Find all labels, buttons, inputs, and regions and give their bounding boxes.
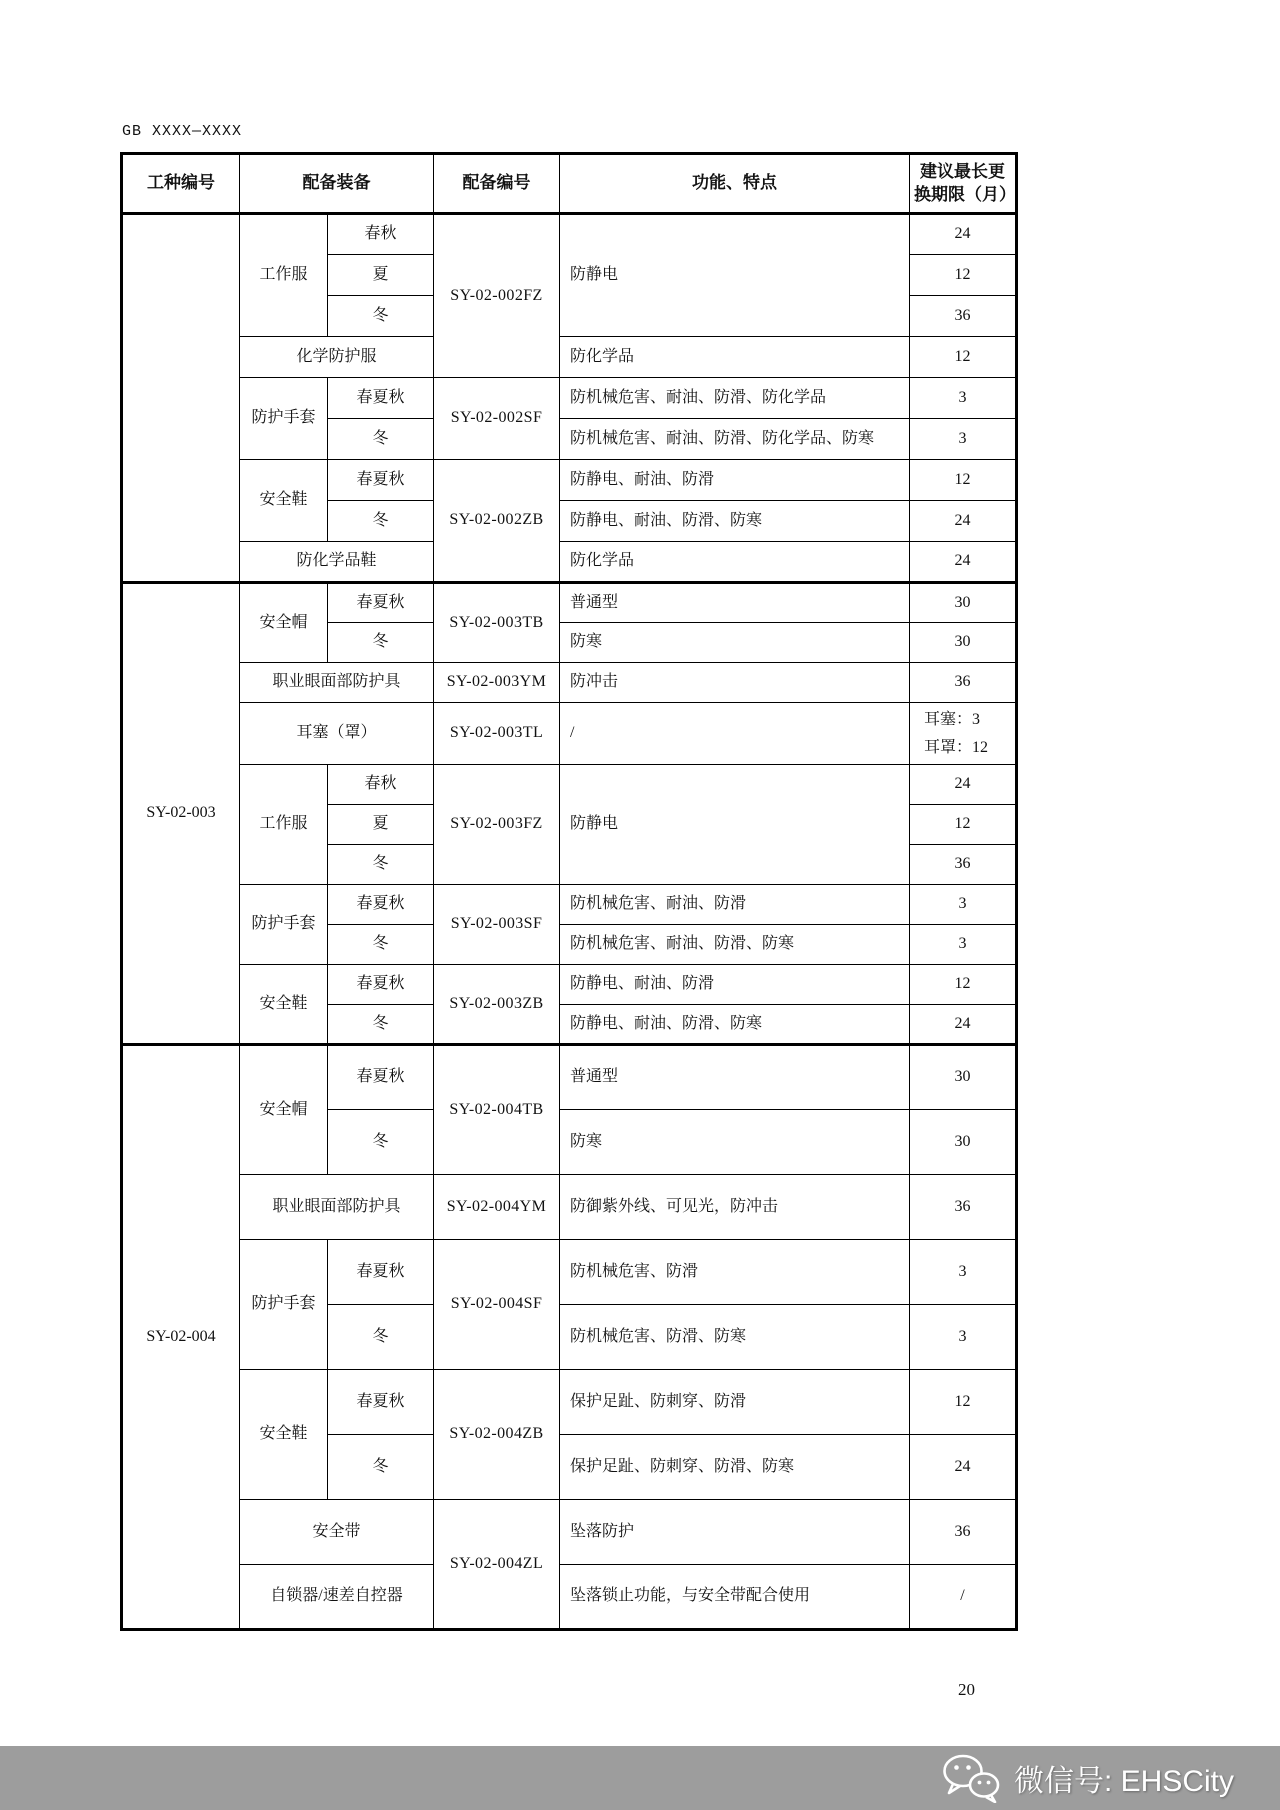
table-row xyxy=(122,703,1017,765)
table-row xyxy=(122,1240,1017,1305)
table-row xyxy=(122,154,1017,214)
equip-code-cell: SY-02-003ZB xyxy=(434,965,560,1045)
table-row xyxy=(122,542,1017,583)
function-cell: 防静电、耐油、防滑 xyxy=(560,460,910,501)
equipment-cell: 安全鞋 xyxy=(240,1370,328,1500)
period-cell: 36 xyxy=(910,663,1017,703)
function-cell: 防静电、耐油、防滑、防寒 xyxy=(560,501,910,542)
period-cell: 12 xyxy=(910,337,1017,378)
period-cell: 24 xyxy=(910,501,1017,542)
function-cell: 保护足趾、防刺穿、防滑、防寒 xyxy=(560,1435,910,1500)
equipment-cell: 防化学品鞋 xyxy=(240,542,434,583)
equipment-cell: 工作服 xyxy=(240,214,328,337)
season-cell: 冬 xyxy=(328,1110,434,1175)
equipment-cell: 职业眼面部防护具 xyxy=(240,1175,434,1240)
function-cell: 防御紫外线、可见光，防冲击 xyxy=(560,1175,910,1240)
period-cell: 36 xyxy=(910,1500,1017,1565)
function-cell: / xyxy=(560,703,910,765)
period-cell: 24 xyxy=(910,214,1017,255)
equipment-cell: 安全帽 xyxy=(240,1045,328,1175)
watermark-text: 微信号: EHSCity xyxy=(1013,1765,1234,1798)
period-cell: 24 xyxy=(910,1005,1017,1045)
function-cell: 防寒 xyxy=(560,1110,910,1175)
table-row xyxy=(122,663,1017,703)
equipment-cell: 安全帽 xyxy=(240,583,328,663)
table-row xyxy=(122,1175,1017,1240)
function-cell: 防静电 xyxy=(560,214,910,337)
season-cell: 冬 xyxy=(328,1005,434,1045)
equipment-cell: 安全鞋 xyxy=(240,460,328,542)
function-cell: 防机械危害、耐油、防滑、防寒 xyxy=(560,925,910,965)
table-row xyxy=(122,885,1017,925)
equipment-cell: 安全带 xyxy=(240,1500,434,1565)
equipment-cell: 防护手套 xyxy=(240,885,328,965)
season-cell: 春夏秋 xyxy=(328,1240,434,1305)
season-cell: 冬 xyxy=(328,845,434,885)
period-cell: 3 xyxy=(910,925,1017,965)
period-cell: 30 xyxy=(910,1110,1017,1175)
table-row xyxy=(122,1500,1017,1565)
period-cell: 36 xyxy=(910,296,1017,337)
function-cell: 防静电、耐油、防滑 xyxy=(560,965,910,1005)
equip-code-cell: SY-02-004ZL xyxy=(434,1500,560,1630)
table-row xyxy=(122,378,1017,419)
function-cell: 防静电 xyxy=(560,765,910,885)
season-cell: 春夏秋 xyxy=(328,885,434,925)
function-cell: 防化学品 xyxy=(560,337,910,378)
equip-code-cell: SY-02-002FZ xyxy=(434,214,560,378)
season-cell: 春夏秋 xyxy=(328,965,434,1005)
season-cell: 冬 xyxy=(328,925,434,965)
equip-code-cell: SY-02-004YM xyxy=(434,1175,560,1240)
season-cell: 冬 xyxy=(328,296,434,337)
period-cell: 24 xyxy=(910,765,1017,805)
function-cell: 防机械危害、耐油、防滑、防化学品、防寒 xyxy=(560,419,910,460)
period-cell: 30 xyxy=(910,623,1017,663)
season-cell: 春秋 xyxy=(328,765,434,805)
wechat-icon xyxy=(942,1753,1000,1803)
period-cell: 3 xyxy=(910,378,1017,419)
function-cell: 防机械危害、耐油、防滑 xyxy=(560,885,910,925)
table-row xyxy=(122,1045,1017,1110)
equipment-cell: 耳塞（罩） xyxy=(240,703,434,765)
table-row xyxy=(122,965,1017,1005)
equipment-cell: 防护手套 xyxy=(240,1240,328,1370)
function-cell: 保护足趾、防刺穿、防滑 xyxy=(560,1370,910,1435)
work-code-cell: SY-02-003 xyxy=(122,583,240,1045)
period-cell: 12 xyxy=(910,805,1017,845)
equip-code-cell: SY-02-003SF xyxy=(434,885,560,965)
equipment-cell: 防护手套 xyxy=(240,378,328,460)
period-cell: 12 xyxy=(910,1370,1017,1435)
period-cell: 24 xyxy=(910,1435,1017,1500)
season-cell: 冬 xyxy=(328,1305,434,1370)
equip-code-cell: SY-02-002ZB xyxy=(434,460,560,583)
function-cell: 防机械危害、防滑、防寒 xyxy=(560,1305,910,1370)
equip-code-cell: SY-02-003FZ xyxy=(434,765,560,885)
work-code-cell: SY-02-004 xyxy=(122,1045,240,1630)
function-cell: 防寒 xyxy=(560,623,910,663)
equip-code-cell: SY-02-002SF xyxy=(434,378,560,460)
season-cell: 夏 xyxy=(328,255,434,296)
period-cell: 30 xyxy=(910,1045,1017,1110)
table-row xyxy=(122,1565,1017,1630)
period-cell: 12 xyxy=(910,460,1017,501)
season-cell: 春秋 xyxy=(328,214,434,255)
header-cell: 建议最长更 换期限（月） xyxy=(910,154,1017,214)
function-cell: 防冲击 xyxy=(560,663,910,703)
table-row xyxy=(122,583,1017,623)
period-cell: 36 xyxy=(910,1175,1017,1240)
period-cell: 36 xyxy=(910,845,1017,885)
equipment-cell: 工作服 xyxy=(240,765,328,885)
watermark-band xyxy=(0,1746,1280,1810)
season-cell: 冬 xyxy=(328,1435,434,1500)
season-cell: 冬 xyxy=(328,623,434,663)
header-cell: 配备装备 xyxy=(240,154,434,214)
function-cell: 防机械危害、防滑 xyxy=(560,1240,910,1305)
equip-code-cell: SY-02-004ZB xyxy=(434,1370,560,1500)
period-cell: 12 xyxy=(910,965,1017,1005)
equip-code-cell: SY-02-004SF xyxy=(434,1240,560,1370)
season-cell: 春夏秋 xyxy=(328,583,434,623)
ppe-table-body xyxy=(122,154,1017,1630)
equipment-cell: 安全鞋 xyxy=(240,965,328,1045)
table-row xyxy=(122,214,1017,255)
standard-number-label: GB XXXX—XXXX xyxy=(122,123,243,140)
equipment-cell: 自锁器/速差自控器 xyxy=(240,1565,434,1630)
season-cell: 春夏秋 xyxy=(328,378,434,419)
period-cell: 3 xyxy=(910,885,1017,925)
function-cell: 普通型 xyxy=(560,583,910,623)
equipment-cell: 化学防护服 xyxy=(240,337,434,378)
season-cell: 冬 xyxy=(328,501,434,542)
function-cell: 普通型 xyxy=(560,1045,910,1110)
header-cell: 功能、特点 xyxy=(560,154,910,214)
work-code-cell xyxy=(122,214,240,583)
function-cell: 防静电、耐油、防滑、防寒 xyxy=(560,1005,910,1045)
equip-code-cell: SY-02-004TB xyxy=(434,1045,560,1175)
header-cell: 配备编号 xyxy=(434,154,560,214)
page-number: 20 xyxy=(958,1680,975,1699)
period-cell: 3 xyxy=(910,1305,1017,1370)
equip-code-cell: SY-02-003YM xyxy=(434,663,560,703)
season-cell: 夏 xyxy=(328,805,434,845)
table-row xyxy=(122,1370,1017,1435)
table-row xyxy=(122,460,1017,501)
season-cell: 春夏秋 xyxy=(328,1045,434,1110)
function-cell: 防化学品 xyxy=(560,542,910,583)
function-cell: 坠落防护 xyxy=(560,1500,910,1565)
period-cell: 耳塞：3 耳罩：12 xyxy=(910,703,1017,765)
period-cell: 30 xyxy=(910,583,1017,623)
header-cell: 工种编号 xyxy=(122,154,240,214)
table-row xyxy=(122,337,1017,378)
function-cell: 防机械危害、耐油、防滑、防化学品 xyxy=(560,378,910,419)
equip-code-cell: SY-02-003TL xyxy=(434,703,560,765)
season-cell: 春夏秋 xyxy=(328,1370,434,1435)
period-cell: 24 xyxy=(910,542,1017,583)
equip-code-cell: SY-02-003TB xyxy=(434,583,560,663)
period-cell: 12 xyxy=(910,255,1017,296)
period-cell: 3 xyxy=(910,419,1017,460)
function-cell: 坠落锁止功能，与安全带配合使用 xyxy=(560,1565,910,1630)
season-cell: 春夏秋 xyxy=(328,460,434,501)
equipment-cell: 职业眼面部防护具 xyxy=(240,663,434,703)
ppe-allocation-table xyxy=(120,152,1018,1631)
period-cell: 3 xyxy=(910,1240,1017,1305)
table-row xyxy=(122,765,1017,805)
season-cell: 冬 xyxy=(328,419,434,460)
period-cell: / xyxy=(910,1565,1017,1630)
